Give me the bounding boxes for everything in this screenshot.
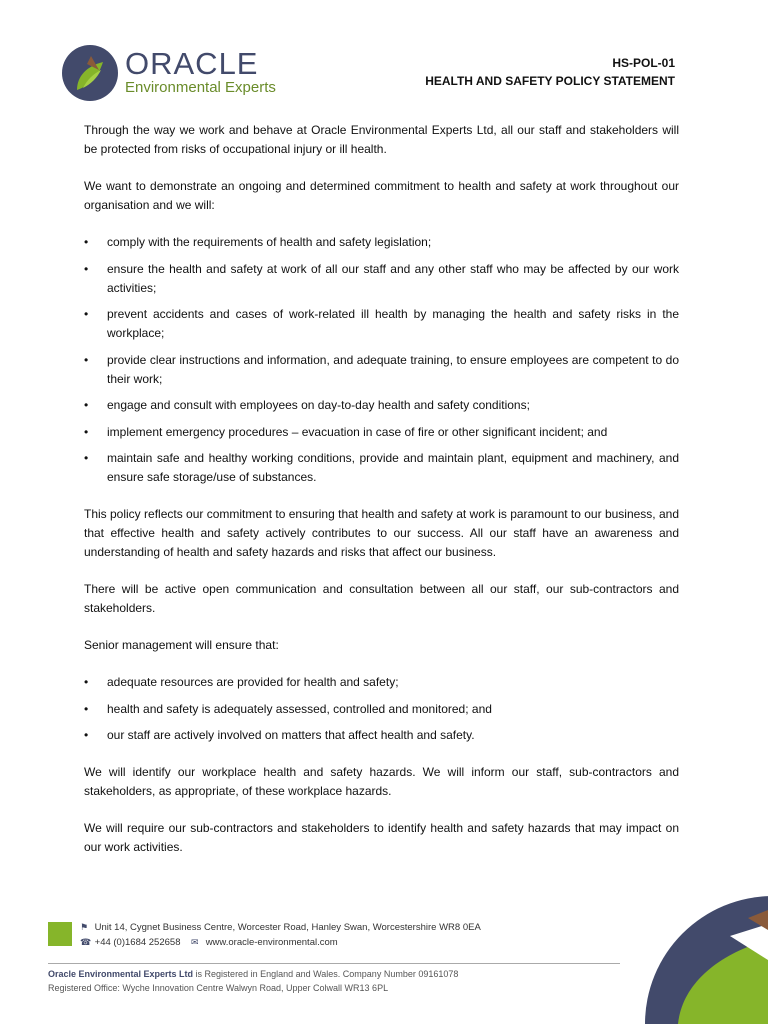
list-item — [84, 305, 679, 343]
commitment-paragraph: We want to demonstrate an ongoing and determined commitment to health and safety at work throughout our organisation and we will: — [84, 179, 679, 212]
list-item-text: provide clear instructions and information, and adequate training, to ensure employees are competent to do their work; — [107, 352, 679, 386]
list-item — [84, 726, 679, 745]
list-item-text: engage and consult with employees on day-to-day health and safety conditions; — [107, 398, 530, 412]
reflection-paragraph: This policy reflects our commitment to ensuring that health and safety at work is paramount to our business, and that effective health and safety actively contributes to our success. All our staff have an awareness and understanding of health and safety hazards and risks that affect our business. — [84, 507, 679, 559]
intro-paragraph: Through the way we work and behave at Oracle Environmental Experts Ltd, all our staff and stakeholders will be protected from risks of occupational injury or ill health. — [84, 123, 679, 156]
registration-line — [48, 968, 458, 981]
list-item-text: comply with the requirements of health and safety legislation; — [107, 235, 432, 249]
list-item-text: our staff are actively involved on matters that affect health and safety. — [107, 728, 475, 742]
bullet-icon: • — [84, 307, 89, 321]
list-item-text: adequate resources are provided for health and safety; — [107, 675, 399, 689]
list-item-text: maintain safe and healthy working conditions, provide and maintain plant, equipment and machinery, and ensure safe storage/use of substances. — [107, 451, 679, 484]
list-item — [84, 260, 679, 298]
footer-website[interactable]: www.oracle-environmental.com — [205, 937, 338, 948]
logo-subtitle: Environmental Experts — [125, 79, 276, 96]
footer-contact-line — [80, 936, 338, 949]
phone-icon: ☎ — [80, 937, 92, 947]
list-item-text: ensure the health and safety at work of all our staff and any other staff who may be affected by our work activities; — [107, 261, 679, 295]
list-item — [84, 423, 679, 442]
bullet-icon: • — [84, 398, 89, 412]
list-item-text: prevent accidents and cases of work-related ill health by managing the health and safety risks in the workplace; — [107, 307, 679, 340]
footer-company: Oracle Environmental Experts Ltd — [48, 969, 194, 979]
list-item-text: implement emergency procedures – evacuation in case of fire or other significant incident; and — [107, 424, 608, 439]
bullet-icon: • — [84, 352, 89, 367]
corner-brand-graphic — [638, 874, 768, 1024]
list-item — [84, 700, 679, 719]
document-title: HEALTH AND SAFETY POLICY STATEMENT — [425, 74, 675, 88]
management-intro: Senior management will ensure that: — [84, 638, 279, 652]
footer-address: Unit 14, Cygnet Business Centre, Worcester Road, Hanley Swan, Worcestershire WR8 0EA — [94, 922, 481, 933]
bullet-icon: • — [84, 261, 89, 276]
list-item — [84, 673, 679, 692]
company-logo — [61, 44, 321, 104]
brand-square — [48, 922, 72, 946]
footer-divider — [48, 963, 620, 964]
communication-paragraph: There will be active open communication and consultation between all our staff, our sub-contractors and stakeholders. — [84, 582, 679, 615]
subcontractors-paragraph: We will require our sub-contractors and stakeholders to identify health and safety hazards that may impact on our work activities. — [84, 821, 679, 854]
hazards-paragraph: We will identify our workplace health and safety hazards. We will inform our staff, sub-contractors and stakeholders, as appropriate, of these workplace hazards. — [84, 765, 679, 798]
logo-emblem-icon — [61, 44, 119, 102]
footer-registration: is Registered in England and Wales. Company Number 09161078 — [193, 969, 459, 979]
document-code: HS-POL-01 — [612, 56, 675, 70]
list-item — [84, 396, 679, 415]
list-item-text: health and safety is adequately assessed, controlled and monitored; and — [107, 701, 492, 716]
bullet-icon: • — [84, 235, 89, 249]
document-header — [425, 54, 675, 90]
list-item — [84, 351, 679, 389]
policy-body — [84, 121, 679, 875]
logo-name: ORACLE — [125, 46, 259, 81]
list-item — [84, 233, 679, 252]
location-pin-icon: ⚑ — [80, 922, 89, 932]
bullet-icon: • — [84, 451, 89, 465]
list-item — [84, 449, 679, 487]
mail-icon: ✉ — [191, 937, 199, 947]
bullet-icon: • — [84, 701, 89, 716]
bullet-icon: • — [84, 424, 89, 439]
bullet-icon: • — [84, 728, 89, 742]
commitments-list — [84, 233, 679, 487]
footer-phone: +44 (0)1684 252658 — [94, 937, 181, 948]
footer-address-line — [80, 921, 481, 934]
management-list — [84, 673, 679, 745]
registered-office: Registered Office: Wyche Innovation Centre Walwyn Road, Upper Colwall WR13 6PL — [48, 983, 389, 993]
bullet-icon: • — [84, 675, 89, 689]
